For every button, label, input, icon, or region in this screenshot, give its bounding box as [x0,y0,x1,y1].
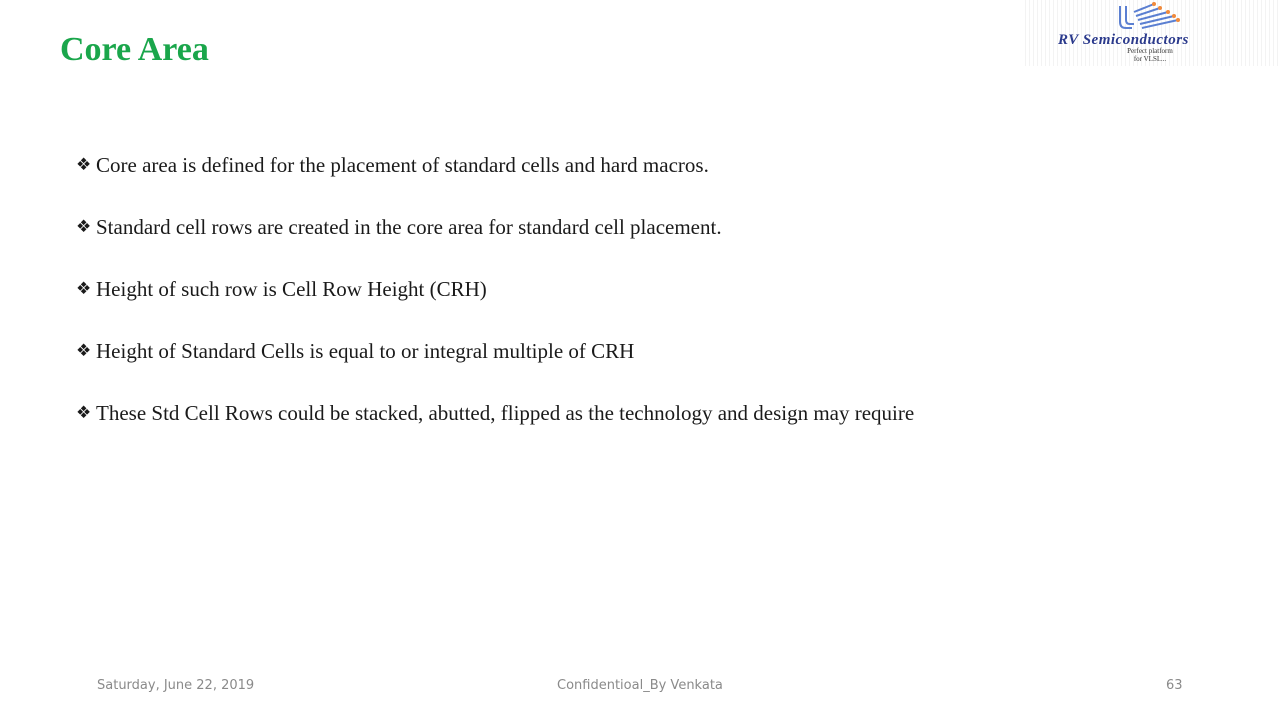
diamond-bullet-icon: ❖ [76,403,92,422]
bullet-text: Height of such row is Cell Row Height (CRH) [96,276,487,301]
bullet-text: Standard cell rows are created in the core area for standard cell placement. [96,214,722,239]
bullet-item [76,210,914,244]
logo-company-name: RV Semiconductors [1058,32,1189,48]
diamond-bullet-icon: ❖ [76,155,92,174]
slide-title: Core Area [60,31,209,68]
bullet-item [76,334,914,368]
slide-page-number: 63 [1166,678,1183,693]
bullet-item [76,148,914,182]
bullet-list [76,148,914,458]
diamond-bullet-icon: ❖ [76,341,92,360]
diamond-bullet-icon: ❖ [76,279,92,298]
circuit-logo-icon [1116,2,1186,34]
bullet-text: Core area is defined for the placement of standard cells and hard macros. [96,152,709,177]
company-logo [1022,0,1280,66]
logo-tagline-line2: for VLSI.... [1133,55,1167,63]
bullet-item [76,396,914,430]
bullet-text: These Std Cell Rows could be stacked, abutted, flipped as the technology and design may require [96,400,915,425]
footer-date: Saturday, June 22, 2019 [97,678,255,693]
bullet-text: Height of Standard Cells is equal to or integral multiple of CRH [96,338,635,363]
footer-confidential-label: Confidentioal_By Venkata [557,678,723,693]
logo-tagline-line1: Perfect platform [1127,47,1173,55]
diamond-bullet-icon: ❖ [76,217,92,236]
bullet-item [76,272,914,306]
logo-tagline [1110,47,1190,63]
